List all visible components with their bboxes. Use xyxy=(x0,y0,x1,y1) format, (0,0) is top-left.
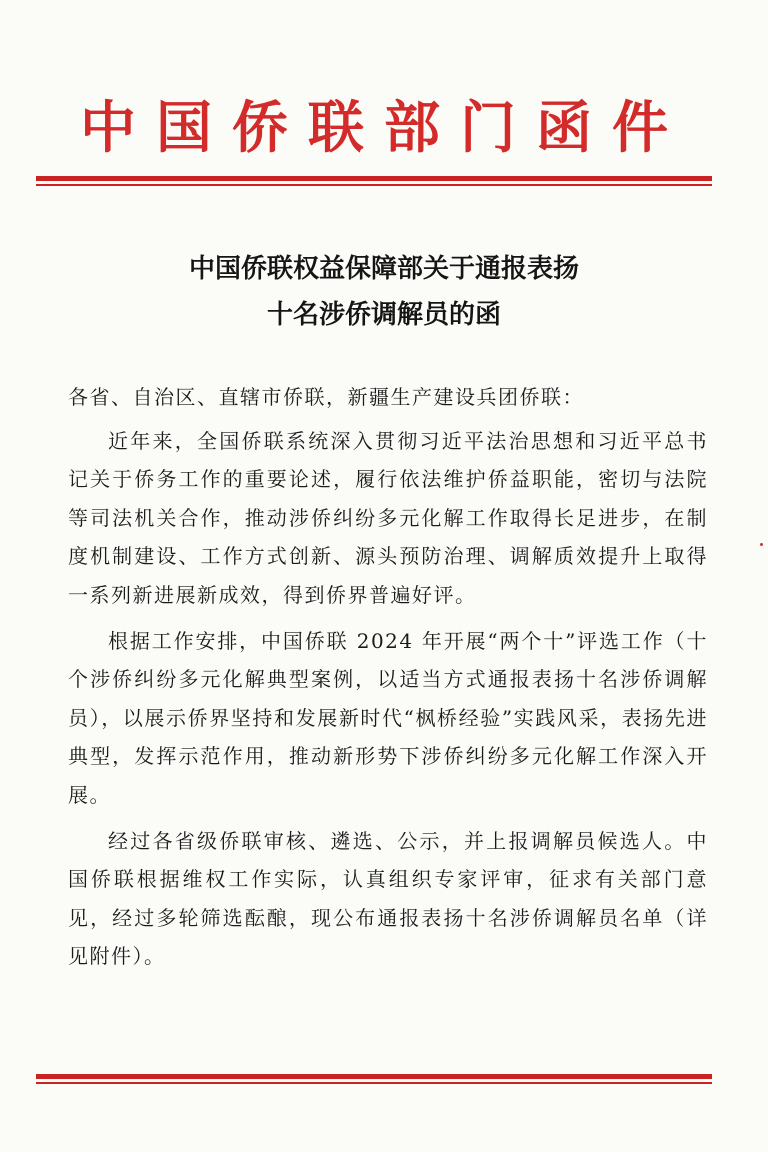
footer-rule-thin xyxy=(36,1082,712,1084)
scan-speck xyxy=(760,543,763,546)
body-paragraph: 近年来，全国侨联系统深入贯彻习近平法治思想和习近平总书记关于侨务工作的重要论述，履行依法维护侨益职能，密切与法院等司法机关合作，推动涉侨纠纷多元化解工作取得长足进步，在制度机制建设、工作方式创新、源头预防治理、调解质效提升上取得一系列新进展新成效，得到侨界普遍好评。 xyxy=(68,429,708,607)
document-title-line: 中国侨联权益保障部关于通报表扬 xyxy=(188,254,579,284)
header-rule-thin xyxy=(36,184,712,186)
body-paragraph: 根据工作安排，中国侨联 2024 年开展“两个十”评选工作（十个涉侨纠纷多元化解典型案例，以适当方式通报表扬十名涉侨调解员），以展示侨界坚持和发展新时代“枫桥经验”实践风采，表扬先进典型，发挥示范作用，推动新形势下涉侨纠纷多元化解工作深入开展。 xyxy=(68,629,708,807)
document-title xyxy=(60,246,708,338)
body-text xyxy=(68,422,708,984)
header-rule-thick xyxy=(36,176,712,181)
letterhead-title: 中国侨联部门函件 xyxy=(80,95,688,161)
body-paragraph: 经过各省级侨联审核、遴选、公示，并上报调解员候选人。中国侨联根据维权工作实际，认真组织专家评审，征求有关部门意见，经过多轮筛选酝酿，现公布通报表扬十名涉侨调解员名单（详见附件）。 xyxy=(68,829,708,969)
document-title-line: 十名涉侨调解员的函 xyxy=(266,300,501,330)
salutation: 各省、自治区、直辖市侨联，新疆生产建设兵团侨联： xyxy=(68,385,584,409)
footer-rule-thick xyxy=(36,1074,712,1079)
